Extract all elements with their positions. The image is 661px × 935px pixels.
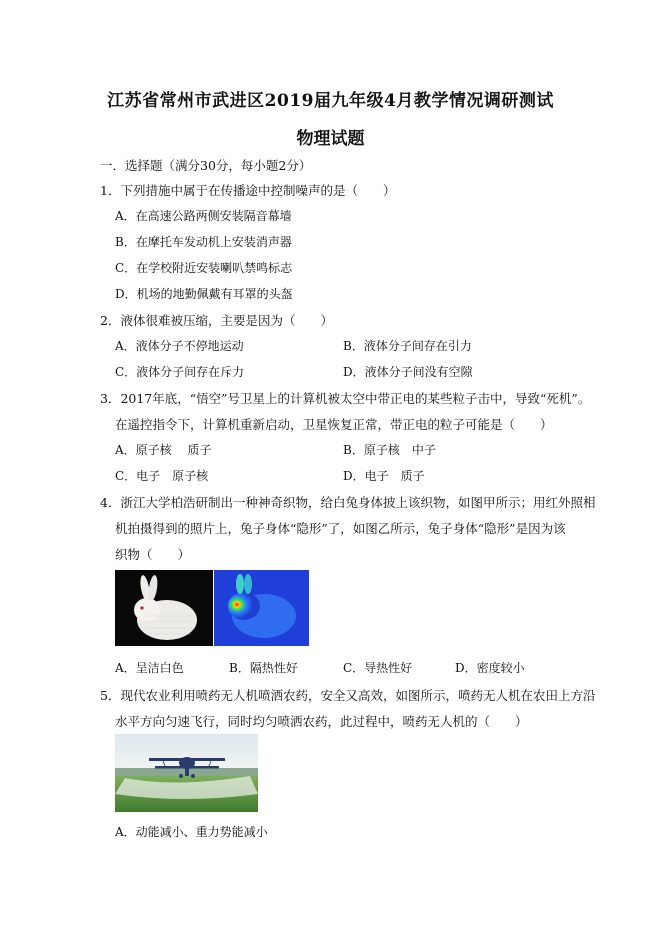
question-2-option-b: B．液体分子间存在引力 <box>343 339 472 353</box>
question-1-option-c: C．在学校附近安装喇叭禁鸣标志 <box>115 261 293 275</box>
question-3-stem-line-2: 在遥控指令下，计算机重新启动，卫星恢复正常，带正电的粒子可能是（ ） <box>115 417 553 432</box>
question-1-option-b: B．在摩托车发动机上安装消声器 <box>115 235 292 249</box>
question-3-option-a: A．原子核 质子 <box>115 443 212 457</box>
question-3-stem-line-1: 3．2017年底，“悟空”号卫星上的计算机被太空中带正电的某些粒子击中，导致“死机”。 <box>100 391 591 406</box>
question-1-option-d: D．机场的地勤佩戴有耳罩的头盔 <box>115 287 293 301</box>
exam-subtitle: 物理试题 <box>296 129 365 149</box>
question-5-stem-line-2: 水平方向匀速飞行，同时均匀喷洒农药，此过程中，喷药无人机的（ ） <box>115 714 528 729</box>
spraying-plane-image <box>115 734 258 812</box>
question-2-option-d: D．液体分子间没有空隙 <box>343 365 473 379</box>
question-1-option-a: A．在高速公路两侧安装隔音幕墙 <box>115 209 292 223</box>
question-4-option-a: A．呈洁白色 <box>115 661 184 675</box>
question-4-option-b: B．隔热性好 <box>229 661 298 675</box>
white-rabbit-image <box>115 570 213 646</box>
infrared-photo <box>214 570 309 646</box>
question-4-stem-line-3: 织物（ ） <box>115 547 191 562</box>
rabbit-photo <box>115 570 213 646</box>
question-4-stem-line-1: 4．浙江大学柏浩研制出一种神奇织物，给白兔身体披上该织物，如图甲所示；用红外照相 <box>100 495 596 510</box>
question-2-option-c: C．液体分子间存在斥力 <box>115 365 245 379</box>
question-2-stem: 2．液体很难被压缩，主要是因为（ ） <box>100 313 333 328</box>
question-4-option-c: C．导热性好 <box>343 661 413 675</box>
question-3-option-c: C．电子 原子核 <box>115 469 209 483</box>
crop-duster-photo <box>115 734 258 812</box>
question-5-option-a: A．动能减小、重力势能减小 <box>115 825 268 839</box>
question-4-stem-line-2: 机拍摄得到的照片上，兔子身体“隐形”了，如图乙所示，兔子身体“隐形”是因为该 <box>115 521 566 536</box>
section-heading: 一．选择题（满分30分，每小题2分） <box>100 158 312 173</box>
question-2-option-a: A．液体分子不停地运动 <box>115 339 244 353</box>
question-1-stem: 1．下列措施中属于在传播途中控制噪声的是（ ） <box>100 183 396 198</box>
question-4-option-d: D．密度较小 <box>455 661 525 675</box>
exam-title: 江苏省常州市武进区2019届九年级4月教学情况调研测试 <box>107 91 554 111</box>
question-5-stem-line-1: 5．现代农业利用喷药无人机喷洒农药，安全又高效，如图所示，喷药无人机在农田上方沿 <box>100 688 596 703</box>
infrared-rabbit-image <box>214 570 309 646</box>
question-3-option-d: D．电子 质子 <box>343 469 425 483</box>
question-3-option-b: B．原子核 中子 <box>343 443 436 457</box>
